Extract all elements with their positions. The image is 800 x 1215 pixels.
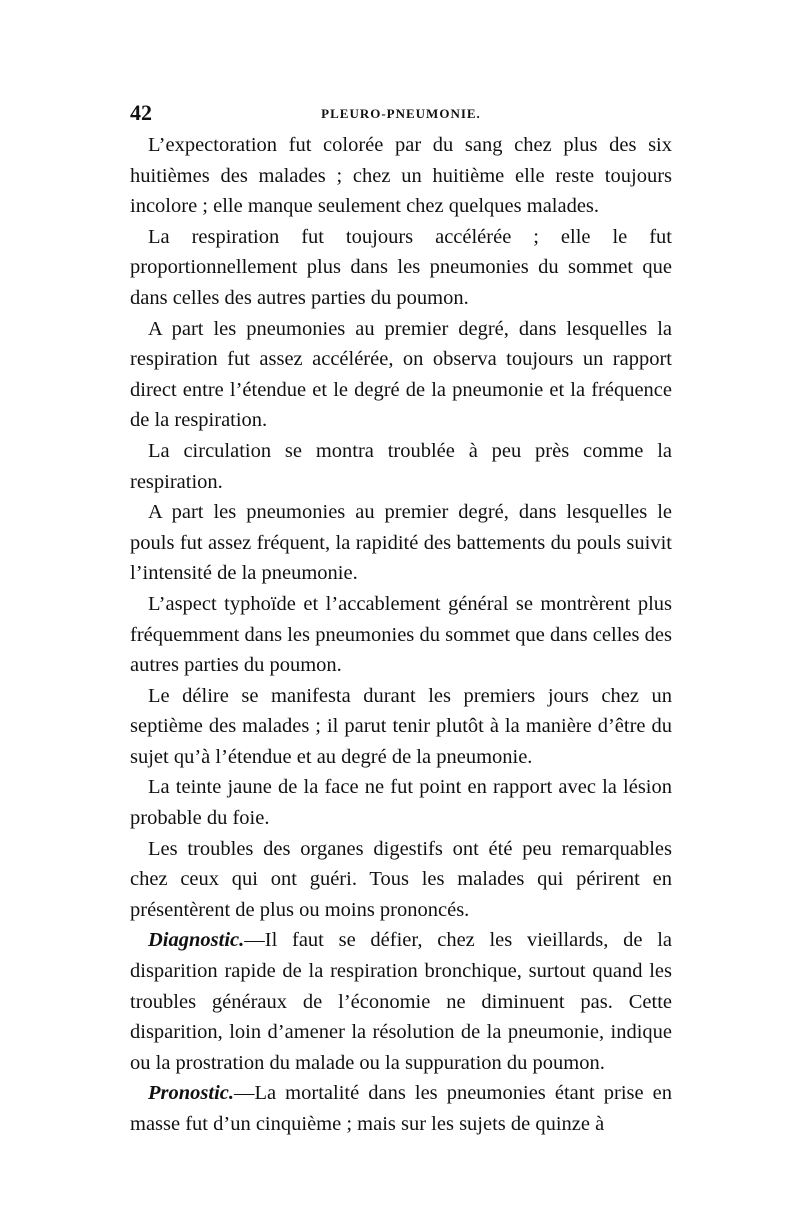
paragraph-expectoration — [130, 130, 672, 222]
page-number: 42 — [130, 100, 152, 125]
section-lead-pronostic: Pronostic. — [148, 1082, 234, 1105]
body-text — [130, 130, 672, 1140]
paragraph-text: —La mortalité dans les pneumonies étant prise en masse fut d’un cinquième ; mais sur les sujets de quinze à — [130, 1082, 672, 1135]
paragraph-delire — [130, 681, 672, 773]
paragraph-text: A part les pneumonies au premier degré, dans lesquelles le pouls fut assez fréquent, la rapidité des battements du pouls suivit l’intensité de la pneumonie. — [130, 501, 672, 585]
paragraph-text: Le délire se manifesta durant les premiers jours chez un septième des malades ; il parut tenir plutôt à la manière d’être du sujet qu’à l’étendue et au degré de la pneumonie. — [130, 684, 672, 768]
paragraph-text: La teinte jaune de la face ne fut point en rapport avec la lésion probable du foie. — [130, 776, 672, 830]
paragraph-respiration — [130, 222, 672, 314]
paragraph-text: La circulation se montra troublée à peu près comme la respiration. — [130, 439, 672, 493]
paragraph-diagnostic — [130, 925, 672, 1078]
paragraph-text: A part les pneumonies au premier degré, dans lesquelles la respiration fut assez accélérée, on observa toujours un rapport direct entre l’étendue et le degré de la pneumonie et la fréquence de la respiration. — [130, 317, 672, 432]
paragraph-pronostic — [130, 1078, 672, 1139]
paragraph-text: La respiration fut toujours accélérée ; elle le fut proportionnellement plus dans les pneumonies du sommet que dans celles des autres parties du poumon. — [130, 225, 672, 309]
paragraph-circulation — [130, 436, 672, 497]
paragraph-pouls — [130, 497, 672, 589]
section-lead-diagnostic: Diagnostic. — [148, 929, 245, 952]
paragraph-troubles-digestifs — [130, 834, 672, 926]
paragraph-text: Les troubles des organes digestifs ont été peu remarquables chez ceux qui ont guéri. Tous les malades qui périrent en présentèrent de plus ou moins prononcés. — [130, 837, 672, 921]
paragraph-text: L’aspect typhoïde et l’accablement général se montrèrent plus fréquemment dans les pneumonies du sommet que dans celles des autres parties du poumon. — [130, 592, 672, 677]
paragraph-text: L’expectoration fut colorée par du sang chez plus des six huitièmes des malades ; chez un huitième elle reste toujours incolore ; elle manque seulement chez quelques malades. — [130, 134, 672, 218]
running-head — [130, 100, 672, 128]
paragraph-respiration-rapport — [130, 314, 672, 436]
paragraph-aspect-typhoide — [130, 589, 672, 681]
running-title: PLEURO-PNEUMONIE. — [321, 106, 481, 121]
paragraph-teinte-jaune — [130, 772, 672, 833]
paragraph-text: —Il faut se défier, chez les vieillards, de la disparition rapide de la respiration bronchique, surtout quand les troubles généraux de l’économie ne diminuent pas. Cette disparition, loin d’amener la résolution de la pneumonie, indique ou la prostration du malade ou la suppuration du poumon. — [130, 929, 672, 1074]
